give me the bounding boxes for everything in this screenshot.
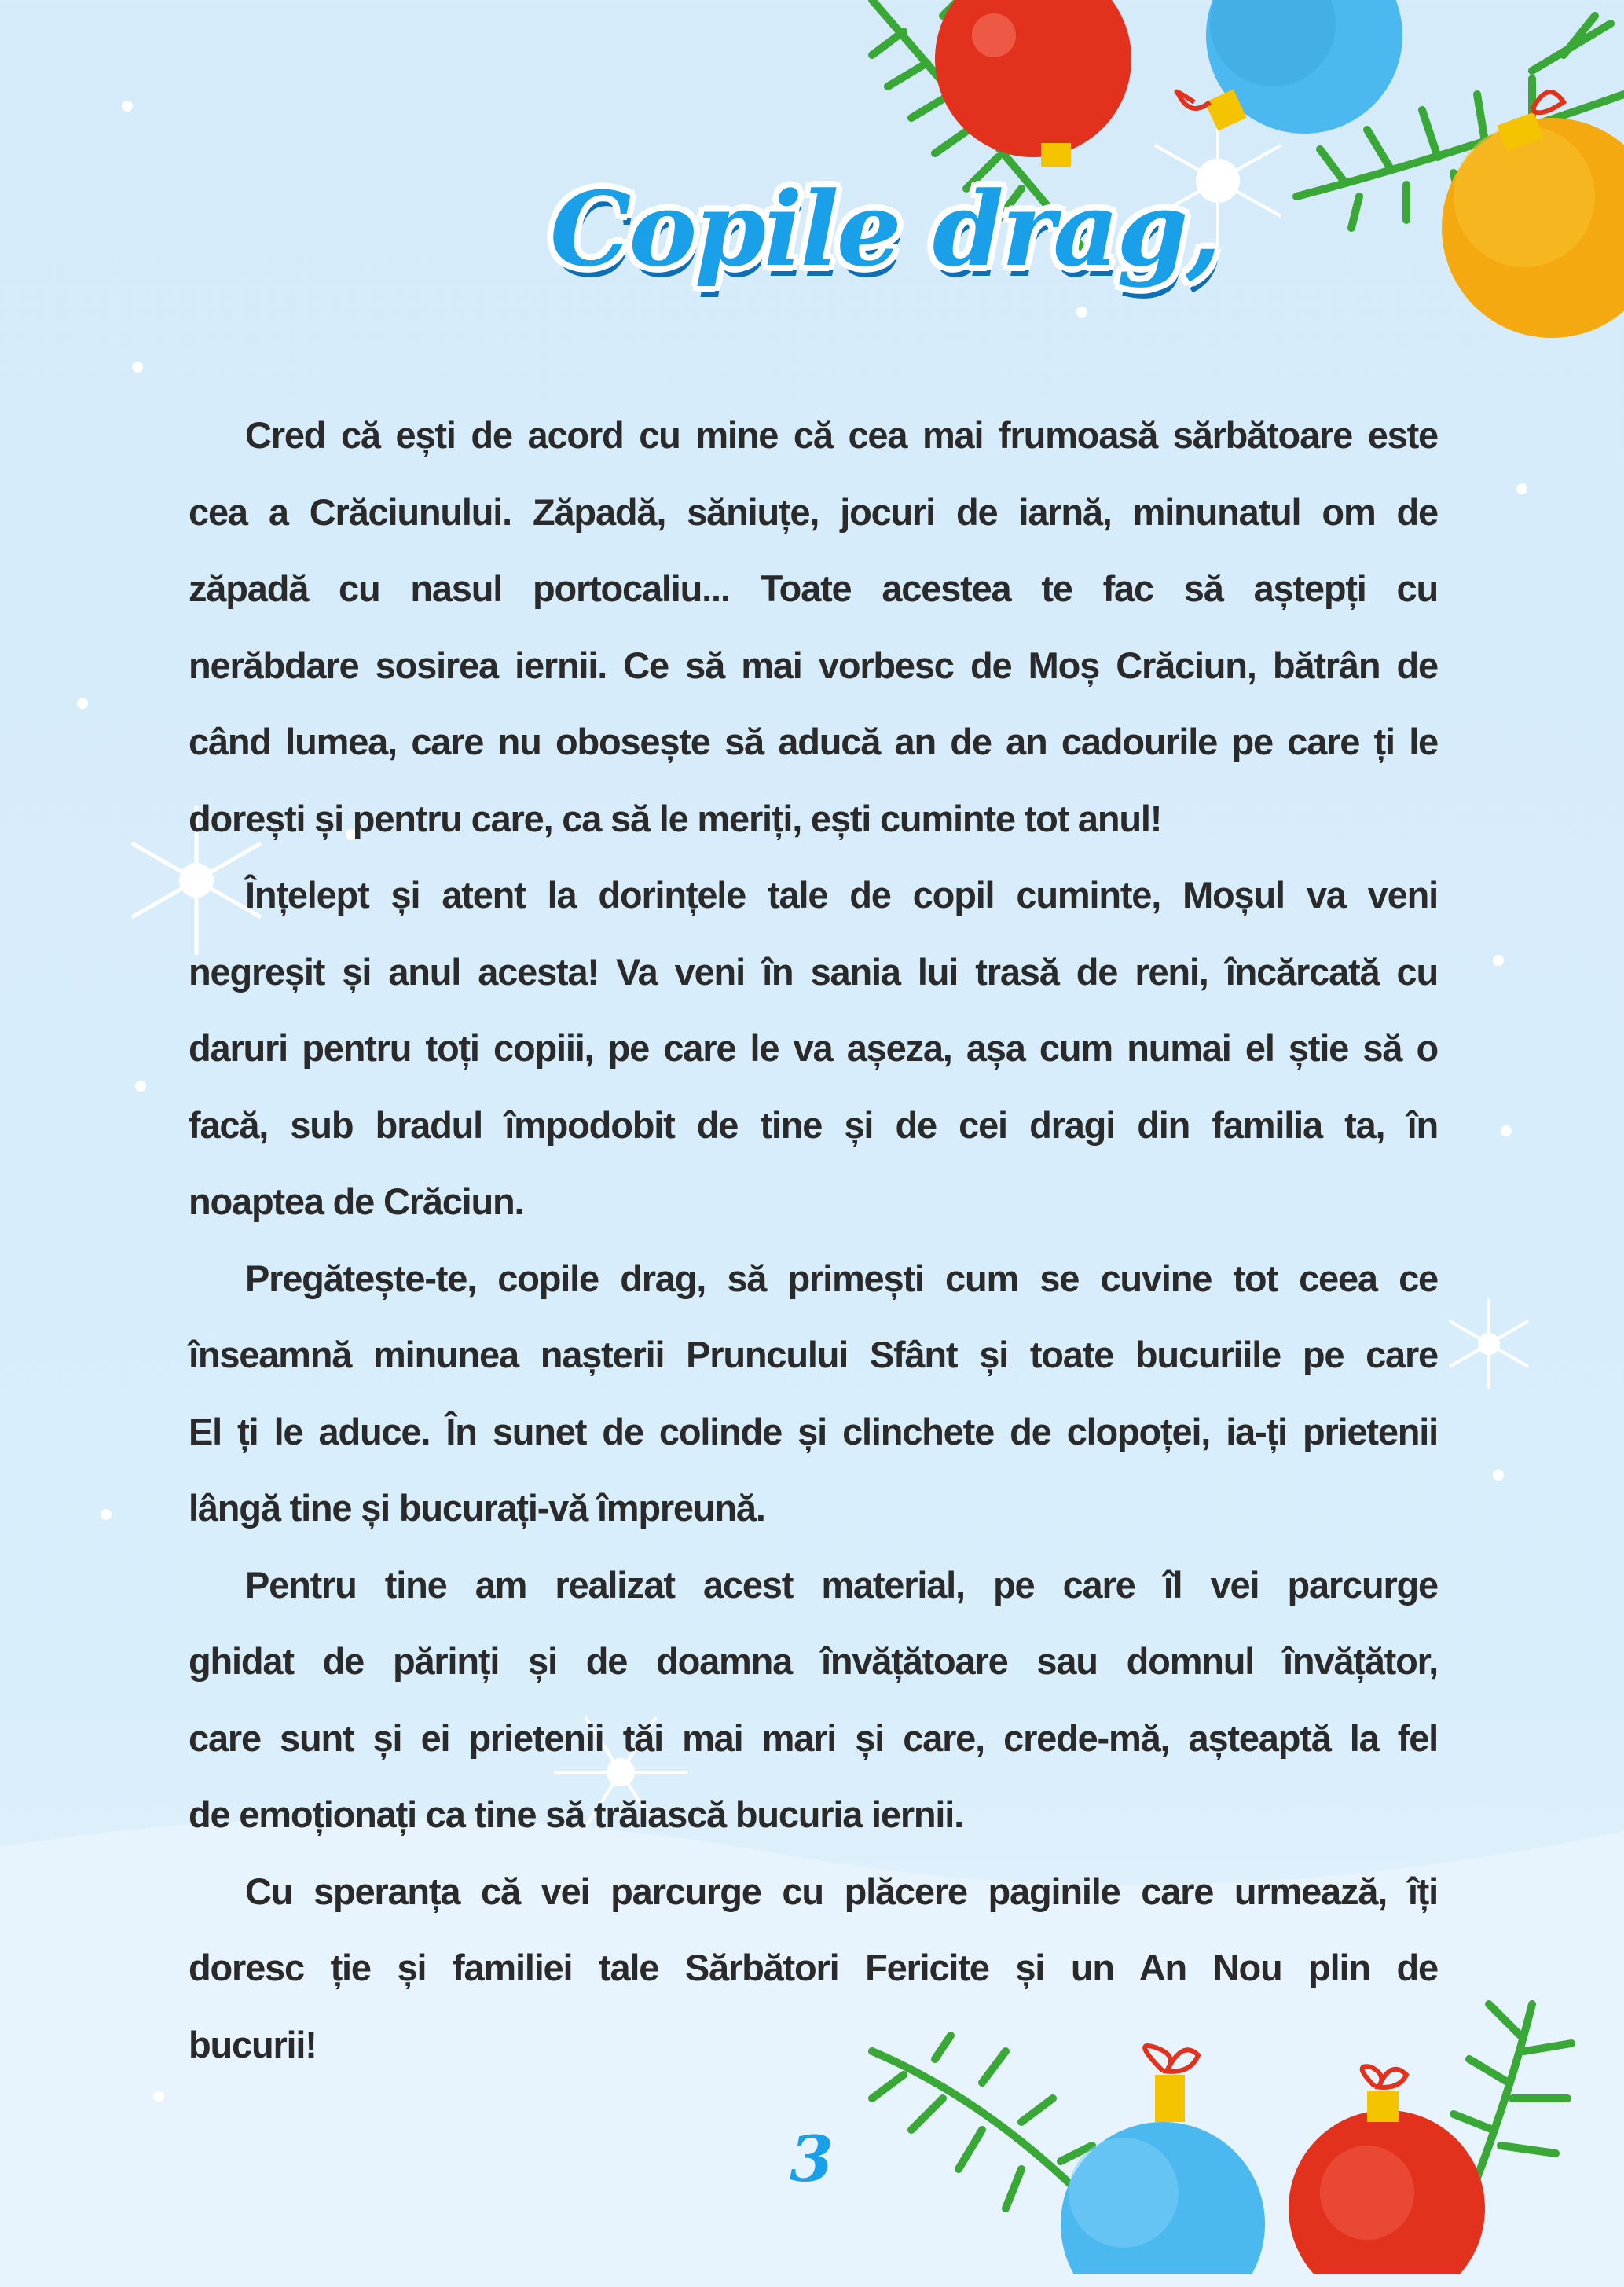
text-line: de emoționați ca tine să trăiască bucuria iernii. (189, 1793, 964, 1835)
paragraph (189, 1240, 1438, 1547)
paragraph (189, 1547, 1438, 1853)
text-line: noaptea de Crăciun. (189, 1180, 524, 1222)
paragraph (189, 1853, 1438, 2083)
text-line: negreșit și anul acesta! Va veni în sania lui trasă de reni, încărcată cu (189, 950, 1438, 993)
text-line: Cred că ești de acord cu mine că cea mai frumoasă sărbătoare este (245, 414, 1438, 456)
text-line: Pregătește-te, copile drag, să primești cum se cuvine tot ceea ce (245, 1257, 1438, 1299)
snowflake-icon (1438, 1293, 1540, 1395)
paragraph (189, 857, 1438, 1240)
page-title: Copile drag, (550, 169, 1219, 289)
text-line: Înțelept și atent la dorințele tale de copil cuminte, Moșul va veni (245, 874, 1438, 916)
page-number: 3 (790, 2122, 834, 2196)
text-line: lângă tine și bucurați-vă împreună. (189, 1487, 765, 1529)
text-line: zăpadă cu nasul portocaliu... Toate acestea te fac să aștepți cu (189, 567, 1438, 609)
text-line: Pentru tine am realizat acest material, pe care îl vei parcurge (245, 1563, 1438, 1606)
text-line: înseamnă minunea nașterii Pruncului Sfânt și toate bucuriile pe care (189, 1334, 1438, 1375)
text-line: doresc ție și familiei tale Sărbători Fericite și un An Nou plin de (189, 1947, 1438, 1988)
text-line: nerăbdare sosirea iernii. Ce să mai vorbesc de Moș Crăciun, bătrân de (189, 644, 1438, 686)
text-line: Cu speranța că vei parcurge cu plăcere paginile care urmează, îți (245, 1870, 1438, 1912)
text-line: când lumea, care nu obosește să aducă an de an cadourile pe care ți le (189, 721, 1438, 762)
text-line: El ți le aduce. În sunet de colinde și clinchete de clopoței, ia-ți prietenii (189, 1410, 1438, 1452)
text-line: care sunt și ei prietenii tăi mai mari și care, crede-mă, așteaptă la fel (189, 1716, 1438, 1759)
text-line: ghidat de părinți și de doamna învățătoare sau domnul învățător, (189, 1640, 1438, 1682)
letter-body (189, 397, 1438, 2083)
text-line: facă, sub bradul împodobit de tine și de cei dragi din familia ta, în (189, 1103, 1438, 1146)
text-line: dorești și pentru care, ca să le meriți, ești cuminte tot anul! (189, 797, 1162, 839)
text-line: bucurii! (189, 2023, 317, 2065)
paragraph (189, 397, 1438, 857)
text-line: cea a Crăciunului. Zăpadă, săniuțe, jocuri de iarnă, minunatul om de (189, 490, 1438, 533)
text-line: daruri pentru toți copiii, pe care le va așeza, așa cum numai el știe să o (189, 1027, 1438, 1069)
